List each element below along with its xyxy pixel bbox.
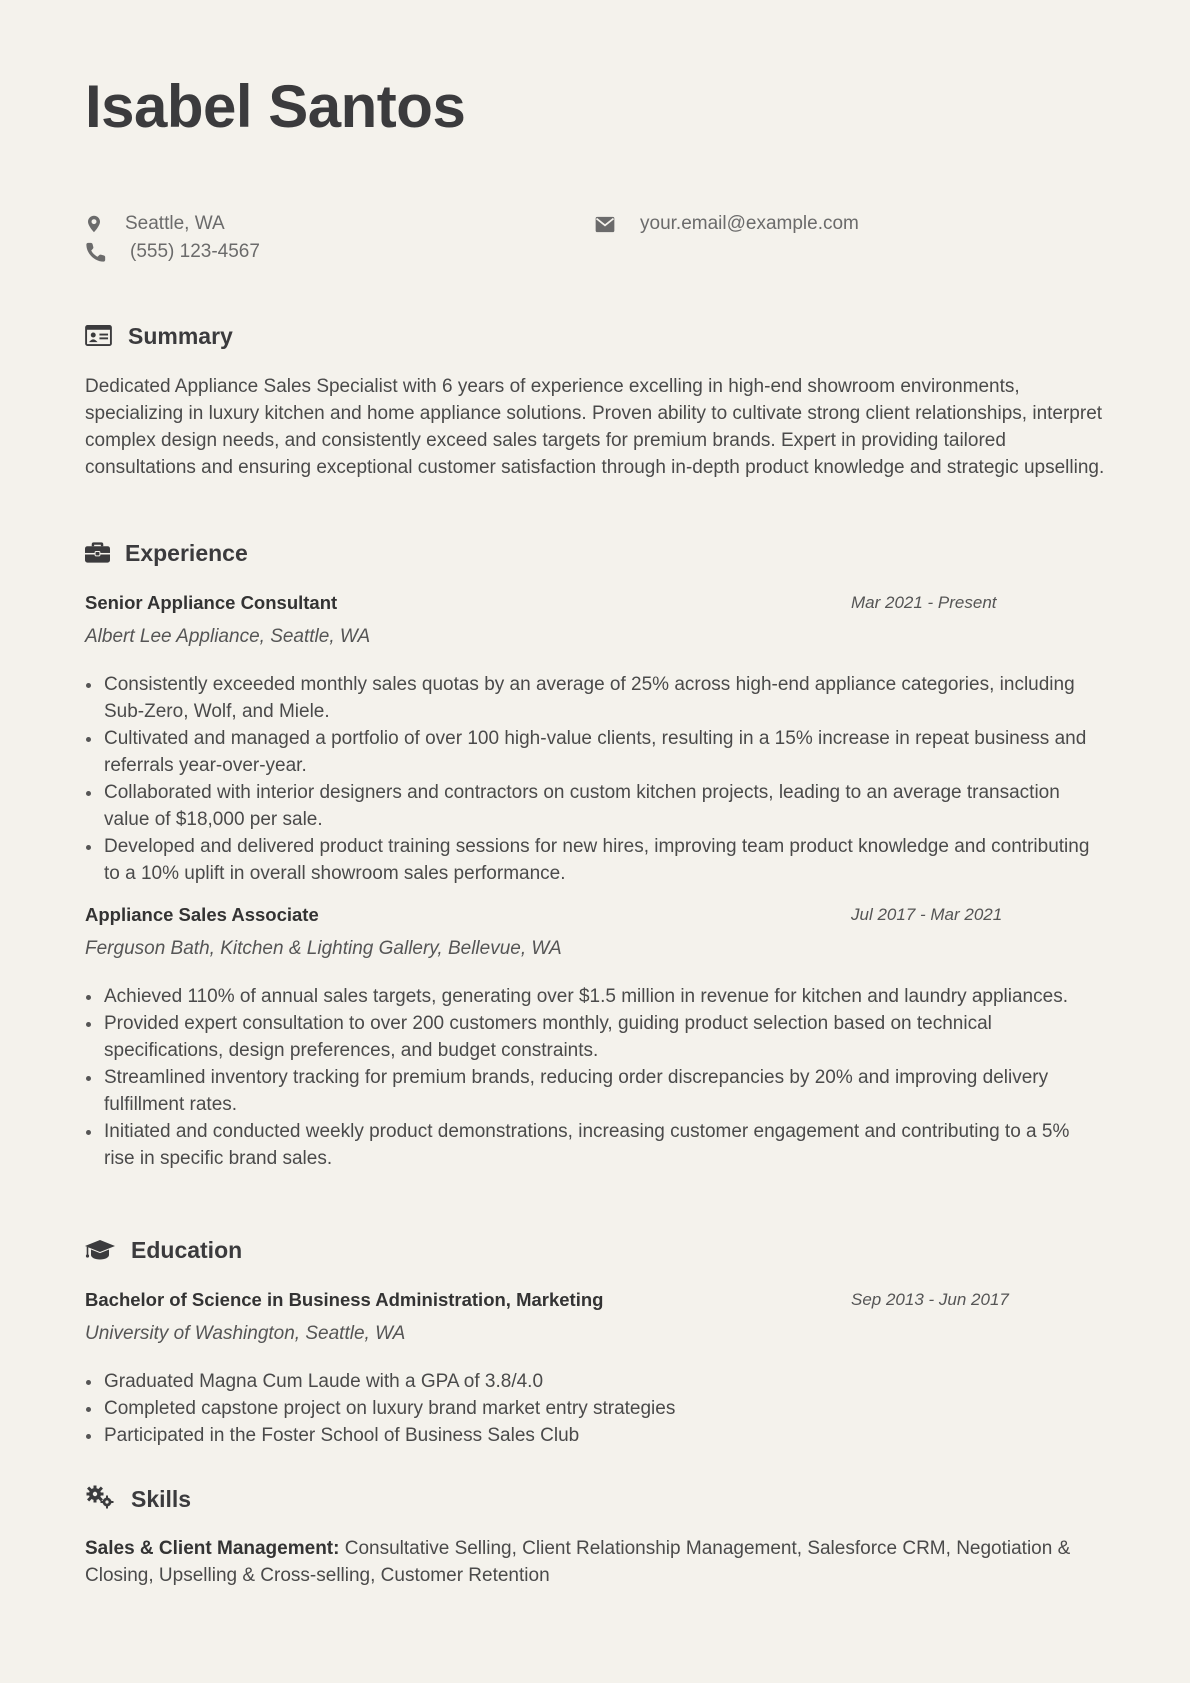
education-bullets bbox=[85, 1368, 1105, 1449]
gears-icon bbox=[85, 1485, 115, 1509]
email-link[interactable]: your.email@example.com bbox=[640, 213, 859, 234]
list-item: Streamlined inventory tracking for premium brands, reducing order discrepancies by 20% and improving delivery fulfillment rates. bbox=[85, 1064, 1105, 1118]
contact-location bbox=[85, 211, 385, 237]
job-organization: Ferguson Bath, Kitchen & Lighting Gallery, Bellevue, WA bbox=[85, 938, 562, 959]
experience-title: Experience bbox=[125, 540, 248, 566]
job-title: Appliance Sales Associate bbox=[85, 904, 319, 925]
job-dates: Mar 2021 - Present bbox=[851, 593, 997, 612]
list-item: Initiated and conducted weekly product demonstrations, increasing customer engagement and contributing to a 5% rise in specific brand sales. bbox=[85, 1118, 1105, 1172]
school-name: University of Washington, Seattle, WA bbox=[85, 1323, 406, 1344]
map-marker-icon bbox=[85, 213, 103, 235]
graduation-cap-icon bbox=[85, 1239, 115, 1261]
contact-phone bbox=[85, 239, 385, 265]
job-dates: Jul 2017 - Mar 2021 bbox=[851, 905, 1003, 924]
location-text: Seattle, WA bbox=[125, 213, 225, 234]
experience-heading bbox=[85, 537, 385, 569]
envelope-icon bbox=[594, 216, 616, 233]
skills-list: Consultative Selling, Client Relationship Management, Salesforce CRM, Negotiation & Closing, Upselling & Cross-selling, Customer Retention bbox=[85, 1538, 1071, 1586]
job-bullets bbox=[85, 671, 1105, 887]
list-item: Graduated Magna Cum Laude with a GPA of 3.8/4.0 bbox=[85, 1368, 1105, 1395]
education-dates: Sep 2013 - Jun 2017 bbox=[851, 1290, 1009, 1309]
skills-heading bbox=[85, 1483, 385, 1515]
degree-title: Bachelor of Science in Business Administration, Marketing bbox=[85, 1289, 604, 1310]
education-title: Education bbox=[131, 1237, 243, 1263]
list-item: Collaborated with interior designers and contractors on custom kitchen projects, leading to an average transaction value of $18,000 per sale. bbox=[85, 779, 1105, 833]
job-bullets bbox=[85, 983, 1105, 1172]
skills-title: Skills bbox=[131, 1486, 192, 1512]
phone-text: (555) 123-4567 bbox=[130, 241, 260, 262]
list-item: Consistently exceeded monthly sales quotas by an average of 25% across high-end appliance categories, including Sub-Zero, Wolf, and Miele. bbox=[85, 671, 1105, 725]
summary-heading bbox=[85, 320, 385, 352]
list-item: Achieved 110% of annual sales targets, generating over $1.5 million in revenue for kitchen and laundry appliances. bbox=[85, 983, 1105, 1010]
skills-text bbox=[85, 1535, 1105, 1589]
phone-icon bbox=[85, 241, 107, 263]
job-organization: Albert Lee Appliance, Seattle, WA bbox=[85, 626, 371, 647]
list-item: Developed and delivered product training sessions for new hires, improving team product knowledge and contributing to a 10% uplift in overall showroom sales performance. bbox=[85, 833, 1105, 887]
list-item: Participated in the Foster School of Business Sales Club bbox=[85, 1422, 1105, 1449]
list-item: Completed capstone project on luxury brand market entry strategies bbox=[85, 1395, 1105, 1422]
list-item: Cultivated and managed a portfolio of over 100 high-value clients, resulting in a 15% increase in repeat business and referrals year-over-year. bbox=[85, 725, 1105, 779]
list-item: Provided expert consultation to over 200 customers monthly, guiding product selection based on technical specifications, design preferences, and budget constraints. bbox=[85, 1010, 1105, 1064]
education-heading bbox=[85, 1234, 385, 1266]
job-title: Senior Appliance Consultant bbox=[85, 592, 338, 613]
summary-title: Summary bbox=[128, 323, 233, 349]
briefcase-icon bbox=[85, 541, 110, 563]
skills-category: Sales & Client Management: bbox=[85, 1538, 340, 1559]
candidate-name: Isabel Santos bbox=[85, 73, 466, 140]
summary-text: Dedicated Appliance Sales Specialist with 6 years of experience excelling in high-end showroom environments, specializing in luxury kitchen and home appliance solutions. Proven ability to cultivate strong client relationships, interpret complex design needs, and consistently exceed sales targets for premium brands. Expert in providing tailored consultations and ensuring exceptional customer satisfaction through in-depth product knowledge and strategic upselling. bbox=[85, 376, 1105, 478]
contact-email[interactable] bbox=[594, 211, 974, 237]
id-card-icon bbox=[85, 325, 112, 346]
